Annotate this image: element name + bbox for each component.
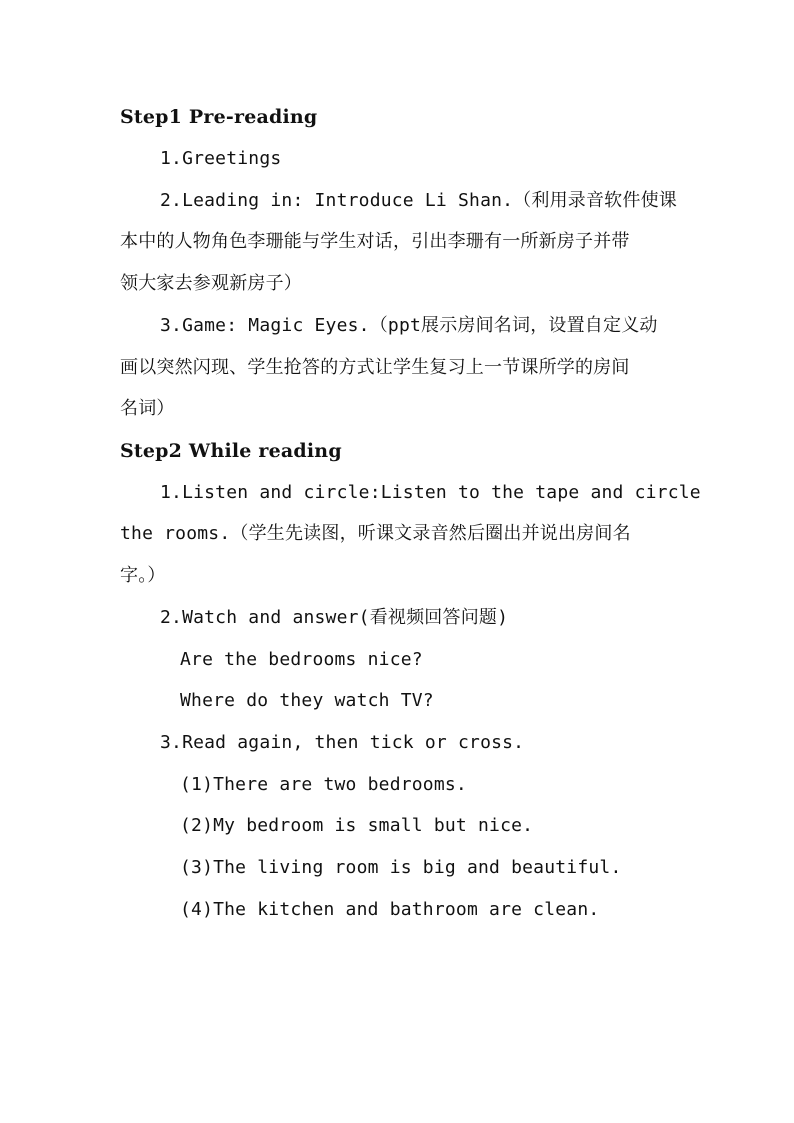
step2-item-listen-line3: 字。） (120, 565, 166, 586)
step1-item-leading-in-line2: 本中的人物角色李珊能与学生对话，引出李珊有一所新房子并带 (120, 231, 630, 252)
step2-statement-3: (3)The living room is big and beautiful. (180, 857, 622, 878)
step2-item-read-again: 3.Read again, then tick or cross. (160, 732, 525, 753)
step2-question-1: Are the bedrooms nice? (180, 649, 423, 670)
step2-item-listen-line1: 1.Listen and circle:Listen to the tape and circle (160, 482, 701, 503)
step1-item-game-line1: 3.Game: Magic Eyes.（ppt展示房间名词，设置自定义动 (160, 315, 658, 336)
step2-statement-4: (4)The kitchen and bathroom are clean. (180, 899, 600, 920)
step2-statement-1: (1)There are two bedrooms. (180, 774, 467, 795)
step2-statement-2: (2)My bedroom is small but nice. (180, 815, 534, 836)
step2-question-2: Where do they watch TV? (180, 690, 434, 711)
step1-item-game-line3: 名词） (120, 398, 175, 419)
step1-item-game-line2: 画以突然闪现、学生抢答的方式让学生复习上一节课所学的房间 (120, 357, 630, 378)
step1-item-leading-in-line1: 2.Leading in: Introduce Li Shan.（利用录音软件使课 (160, 190, 677, 211)
step2-item-listen-line2: the rooms.（学生先读图，听课文录音然后圈出并说出房间名 (120, 523, 631, 544)
step1-item-leading-in-line3: 领大家去参观新房子） (120, 273, 302, 294)
step1-heading: Step1 Pre-reading (120, 106, 318, 128)
step2-item-watch: 2.Watch and answer(看视频回答问题) (160, 607, 509, 628)
step1-item-greetings: 1.Greetings (160, 148, 282, 169)
step2-heading: Step2 While reading (120, 440, 342, 462)
